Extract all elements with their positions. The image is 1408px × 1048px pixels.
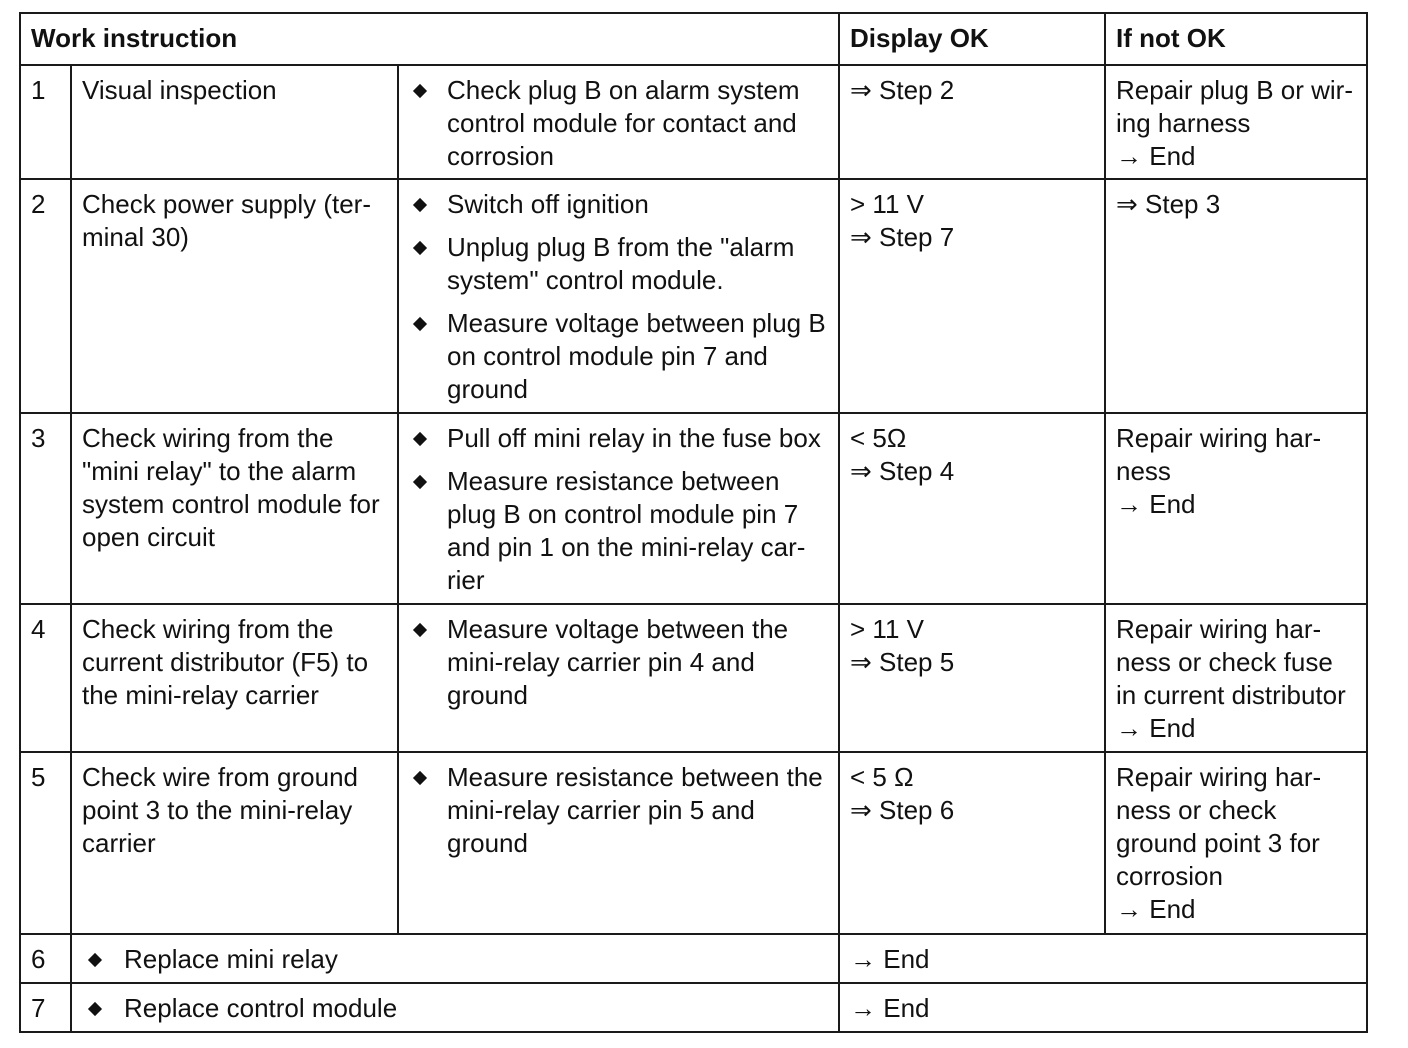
step-number: 5 [20, 752, 71, 934]
display-ok-cell [839, 65, 1105, 179]
display-ok-line: ⇒ Step 2 [850, 75, 955, 105]
if-not-ok-cell [1105, 65, 1367, 179]
display-ok-cell [839, 413, 1105, 604]
header-if-not-ok: If not OK [1105, 13, 1367, 65]
action-item: Replace control module [84, 992, 830, 1025]
display-ok-line: < 5 Ω [850, 762, 914, 792]
action-item: Measure voltage between plug B on control module pin 7 and ground [407, 307, 830, 406]
display-ok-line: ⇒ Step 5 [850, 647, 955, 677]
table-header-row [20, 13, 1367, 65]
diamond-bullet-icon [413, 198, 427, 212]
action-item: Unplug plug B from the "alarm system" control module. [407, 231, 830, 297]
display-ok-line: > 11 V [850, 614, 924, 644]
action-item: Replace mini relay [84, 943, 830, 976]
step-number: 1 [20, 65, 71, 179]
diamond-bullet-icon [413, 241, 427, 255]
step-actions [398, 604, 839, 752]
step-actions [71, 983, 839, 1032]
diamond-bullet-icon [413, 84, 427, 98]
diamond-bullet-icon [88, 953, 102, 967]
diamond-bullet-icon [413, 475, 427, 489]
step-number: 6 [20, 934, 71, 983]
table-row-step-6 [20, 934, 1367, 983]
table-row-step-2 [20, 179, 1367, 413]
display-ok-cell [839, 752, 1105, 934]
step-number: 2 [20, 179, 71, 413]
display-ok-line: < 5Ω [850, 423, 907, 453]
display-ok-line: ⇒ Step 7 [850, 222, 955, 252]
table-row-step-3 [20, 413, 1367, 604]
display-ok-line: ⇒ Step 4 [850, 456, 955, 486]
if-not-ok-line: Repair wiring har- [1116, 614, 1322, 644]
action-item: Measure resistance between plug B on control module pin 7 and pin 1 on the mini-relay car- rier [407, 465, 830, 597]
step-title: Check wiring from the current distributor (F5) to the mini-relay carrier [71, 604, 398, 752]
if-not-ok-line: ness or check [1116, 795, 1277, 825]
display-ok-cell [839, 179, 1105, 413]
if-not-ok-line: Repair wiring har- [1116, 423, 1322, 453]
step-actions [71, 934, 839, 983]
display-ok-cell: → End [839, 983, 1367, 1032]
step-number: 4 [20, 604, 71, 752]
diamond-bullet-icon [88, 1002, 102, 1016]
action-item: Switch off ignition [407, 188, 830, 221]
if-not-ok-line: ⇒ Step 3 [1116, 189, 1221, 219]
diamond-bullet-icon [413, 771, 427, 785]
diamond-bullet-icon [413, 623, 427, 637]
step-title: Visual inspection [71, 65, 398, 179]
step-title: Check wiring from the "mini relay" to the alarm system control module for open circuit [71, 413, 398, 604]
display-ok-line: > 11 V [850, 189, 924, 219]
action-item: Measure resistance between the mini-relay carrier pin 5 and ground [407, 761, 830, 860]
diamond-bullet-icon [413, 317, 427, 331]
table-row-step-4 [20, 604, 1367, 752]
action-item: Pull off mini relay in the fuse box [407, 422, 830, 455]
if-not-ok-cell [1105, 604, 1367, 752]
if-not-ok-line: → End [1116, 713, 1196, 743]
header-display-ok: Display OK [839, 13, 1105, 65]
if-not-ok-cell [1105, 413, 1367, 604]
if-not-ok-cell [1105, 752, 1367, 934]
if-not-ok-line: ground point 3 for [1116, 828, 1320, 858]
if-not-ok-line: ness or check fuse [1116, 647, 1333, 677]
display-ok-cell [839, 604, 1105, 752]
table-row-step-1 [20, 65, 1367, 179]
step-actions [398, 752, 839, 934]
header-work-instruction: Work instruction [20, 13, 839, 65]
action-item: Check plug B on alarm system control module for contact and corrosion [407, 74, 830, 173]
if-not-ok-line: → End [1116, 894, 1196, 924]
display-ok-line: ⇒ Step 6 [850, 795, 955, 825]
if-not-ok-line: in current distributor [1116, 680, 1346, 710]
if-not-ok-line: → End [1116, 489, 1196, 519]
step-title: Check power supply (ter- minal 30) [71, 179, 398, 413]
step-actions [398, 179, 839, 413]
display-ok-cell: → End [839, 934, 1367, 983]
step-actions [398, 413, 839, 604]
if-not-ok-line: ing harness [1116, 108, 1251, 138]
if-not-ok-line: Repair wiring har- [1116, 762, 1322, 792]
if-not-ok-line: corrosion [1116, 861, 1223, 891]
step-number: 7 [20, 983, 71, 1032]
if-not-ok-line: ness [1116, 456, 1171, 486]
if-not-ok-cell [1105, 179, 1367, 413]
action-item: Measure voltage between the mini-relay carrier pin 4 and ground [407, 613, 830, 712]
if-not-ok-line: → End [1116, 141, 1196, 171]
diamond-bullet-icon [413, 432, 427, 446]
step-title: Check wire from ground point 3 to the mini-relay carrier [71, 752, 398, 934]
if-not-ok-line: Repair plug B or wir- [1116, 75, 1353, 105]
table-row-step-5 [20, 752, 1367, 934]
step-number: 3 [20, 413, 71, 604]
step-actions [398, 65, 839, 179]
table-row-step-7 [20, 983, 1367, 1032]
work-instruction-table [19, 12, 1368, 1033]
